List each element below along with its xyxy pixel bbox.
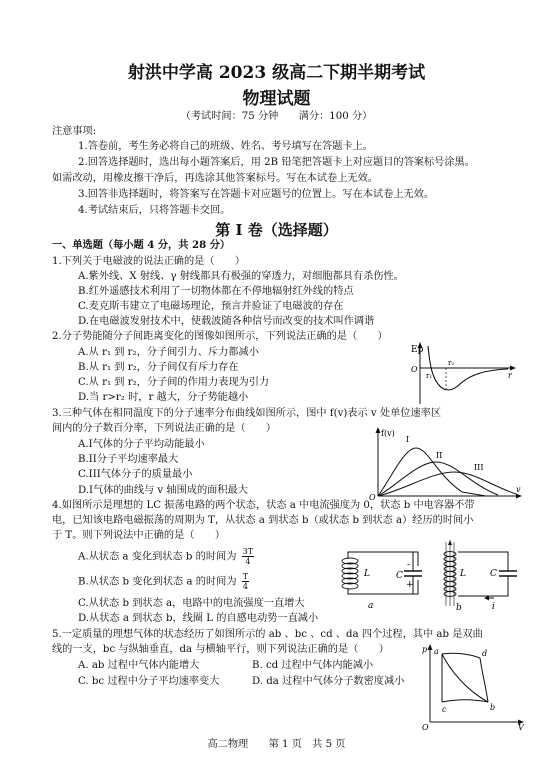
q3-ylabel: f(v) bbox=[381, 429, 395, 438]
q3-xlabel: v bbox=[516, 485, 521, 494]
q4-stem-line2: 电，已知该电路电磁振荡的周期为 T，从状态 a 到状态 b（或状态 b 到状态 a）经历的时间小 bbox=[52, 515, 474, 526]
q3-option-d: D.I气体的曲线与 v 轴围成的面积最大 bbox=[78, 485, 248, 496]
q2-origin: O bbox=[411, 365, 418, 374]
q1-option-d: D.在电磁波发射技术中，使载波随各种信号而改变的技术叫作调谐 bbox=[78, 316, 375, 327]
q2-xlabel: r bbox=[508, 371, 512, 380]
q4-circuit-b-caption: b bbox=[456, 603, 462, 612]
q4-stem-line3: 于 T。则下列说法中正确的是（ ） bbox=[52, 530, 226, 541]
q3-curve-iii bbox=[378, 472, 516, 496]
q3-stem-line2: 间内的分子数百分率，下列说法正确的是（ ） bbox=[52, 423, 277, 434]
q4-circuit-a bbox=[338, 542, 428, 612]
note-2-cont: 如需改动，用橡皮擦干净后，再选涂其他答案标号。写在本试卷上无效。 bbox=[52, 173, 378, 184]
q3-stem-line1: 3.三种气体在相同温度下的分子速率分布曲线如图所示，图中 f(v)表示 v 处单位速率区 bbox=[52, 408, 442, 419]
q4-option-d: D.从状态 a 到状态 b，线圈 L 的自感电动势一直减小 bbox=[78, 613, 319, 624]
q4-circuit-b-c-label: C bbox=[490, 569, 497, 579]
q5-path-cd bbox=[480, 658, 488, 702]
q4-option-a-numerator: 3T bbox=[242, 547, 254, 556]
q3-curve-i bbox=[378, 448, 486, 496]
q2-x-arrow bbox=[510, 366, 516, 371]
subject-title: 物理试题 bbox=[242, 89, 311, 109]
q3-option-b: B.II分子平均速率最大 bbox=[78, 454, 179, 465]
q2-stem: 2.分子势能随分子间距离变化的图像如图所示，下列说法正确的是（ ） bbox=[52, 331, 388, 342]
q4-circuit-a-caption: a bbox=[368, 601, 374, 611]
q4-option-b-fraction bbox=[242, 572, 249, 591]
q3-speed-distribution-figure bbox=[366, 422, 526, 502]
part-title: 一、单选题（每小题 4 分，共 28 分） bbox=[52, 239, 231, 251]
q1-option-a: A.紫外线、X 射线、γ 射线都具有极强的穿透力，对细胞都具有杀伤性。 bbox=[78, 271, 404, 282]
note-3: 3.回答非选择题时，将答案写在答题卡对应题号的位置上。写在本试卷上无效。 bbox=[78, 189, 435, 200]
q2-ylabel: Ep bbox=[411, 345, 424, 355]
page-footer: 高二物理 第 1 页 共 5 页 bbox=[207, 739, 346, 750]
q5-pv-figure bbox=[420, 640, 530, 732]
q4-option-a bbox=[78, 547, 254, 566]
exam-title: 射洪中学高 2023 级高二下期半期考试 bbox=[127, 63, 426, 83]
q3-x-arrow bbox=[516, 494, 522, 499]
q5-option-c: C. bc 过程中分子平均速率变大 bbox=[78, 676, 220, 687]
q4-option-b-numerator: T bbox=[242, 572, 249, 581]
q5-path-bc bbox=[442, 700, 488, 702]
q2-option-b: B.从 r₁ 到 r₂，分子间仅有斥力存在 bbox=[78, 362, 239, 373]
q4-stem-line1: 4.如图所示是理想的 LC 振荡电路的两个状态，状态 a 中电流强度为 0，状态 b 中电容器不带 bbox=[52, 500, 475, 511]
q5-point-d: d bbox=[482, 649, 488, 658]
q5-stem-line1: 5.一定质量的理想气体的状态经历了如图所示的 ab 、bc 、cd 、da 四个过程，其中 ab 是双曲 bbox=[52, 629, 483, 640]
q1-option-c: C.麦克斯韦建立了电磁场理论，预言并验证了电磁波的存在 bbox=[78, 301, 344, 312]
section-title: 第 I 卷（选择题） bbox=[215, 221, 338, 239]
note-4: 4.考试结束后，只将答题卡交回。 bbox=[78, 205, 231, 216]
q5-path-ab bbox=[442, 654, 488, 702]
q4-option-c: C.从状态 b 到状态 a，电路中的电流强度一直增大 bbox=[78, 598, 305, 609]
q5-point-c: c bbox=[442, 705, 447, 714]
q5-stem-line2: 线的一支，bc 与纵轴垂直，da 与横轴平行，则下列说法正确的是（ ） bbox=[52, 644, 389, 655]
note-2: 2.回答选择题时，选出每小题答案后，用 2B 铅笔把答题卡上对应题目的答案标号涂黑。 bbox=[78, 157, 475, 168]
q5-point-a: a bbox=[434, 647, 439, 656]
q4-option-a-text: A.从状态 a 变化到状态 b 的时间为 bbox=[78, 551, 237, 563]
exam-info: （考试时间：75 分钟 满分：100 分） bbox=[180, 111, 373, 122]
q4-circuit-a-minus: - bbox=[407, 560, 411, 570]
q3-label-ii: II bbox=[436, 451, 443, 460]
q5-origin: O bbox=[422, 723, 429, 732]
note-1: 1.答卷前，考生务必将自己的班级、姓名、考号填写在答题卡上。 bbox=[78, 141, 373, 152]
q2-option-c: C.从 r₁ 到 r₂，分子间的作用力表现为引力 bbox=[78, 377, 270, 388]
q5-point-b: b bbox=[490, 703, 496, 712]
q2-r2-label: r₂ bbox=[448, 359, 455, 367]
q3-option-c: C.III气体分子的质量最小 bbox=[78, 469, 193, 480]
q5-xlabel: V bbox=[518, 723, 524, 732]
q4-option-b-text: B.从状态 b 变化到状态 a 的时间为 bbox=[78, 576, 237, 588]
q4-circuit-b bbox=[432, 540, 518, 612]
q5-y-arrow bbox=[428, 644, 433, 650]
q4-circuit-b-cap-gap bbox=[496, 566, 518, 580]
q5-option-d: D. da 过程中气体分子数密度减小 bbox=[252, 676, 405, 687]
q4-option-b bbox=[78, 572, 249, 591]
q2-option-d: D.当 r>r₂ 时，r 越大，分子势能越小 bbox=[78, 392, 249, 403]
q2-option-a: A.从 r₁ 到 r₂，分子间引力、斥力都减小 bbox=[78, 347, 259, 358]
q3-option-a: A.I气体的分子平均动能最小 bbox=[78, 439, 205, 450]
q4-circuit-b-l-label: L bbox=[460, 569, 466, 579]
q3-label-i: I bbox=[406, 435, 410, 444]
q4-circuit-a-l-label: L bbox=[364, 569, 370, 579]
notes-heading: 注意事项: bbox=[52, 126, 97, 137]
q3-label-iii: III bbox=[474, 463, 484, 472]
q4-option-b-denominator: 4 bbox=[242, 582, 248, 591]
q3-y-arrow bbox=[376, 427, 381, 433]
q2-r1-label: r₁ bbox=[426, 372, 433, 380]
q5-path-ad-arc bbox=[442, 653, 480, 658]
q4-circuit-a-plus: + bbox=[406, 580, 414, 590]
q4-circuit-a-c-label: C bbox=[396, 571, 403, 581]
q4-circuit-b-field-arrow bbox=[448, 540, 452, 545]
q1-stem: 1.下列关于电磁波的说法正确的是（ ） bbox=[52, 256, 246, 267]
q5-option-a: A. ab 过程中气体内能增大 bbox=[78, 660, 200, 671]
q4-option-a-fraction bbox=[242, 547, 254, 566]
q5-option-b: B. cd 过程中气体内能减小 bbox=[252, 660, 374, 671]
q4-option-a-denominator: 4 bbox=[245, 557, 251, 566]
q5-ylabel: p bbox=[422, 645, 428, 654]
q1-option-b: B.红外遥感技术利用了一切物体都在不停地辐射红外线的特点 bbox=[78, 286, 354, 297]
q2-potential-energy-figure bbox=[408, 340, 518, 408]
q3-origin: O bbox=[369, 493, 376, 502]
q4-circuit-b-current-label: i bbox=[492, 602, 495, 612]
